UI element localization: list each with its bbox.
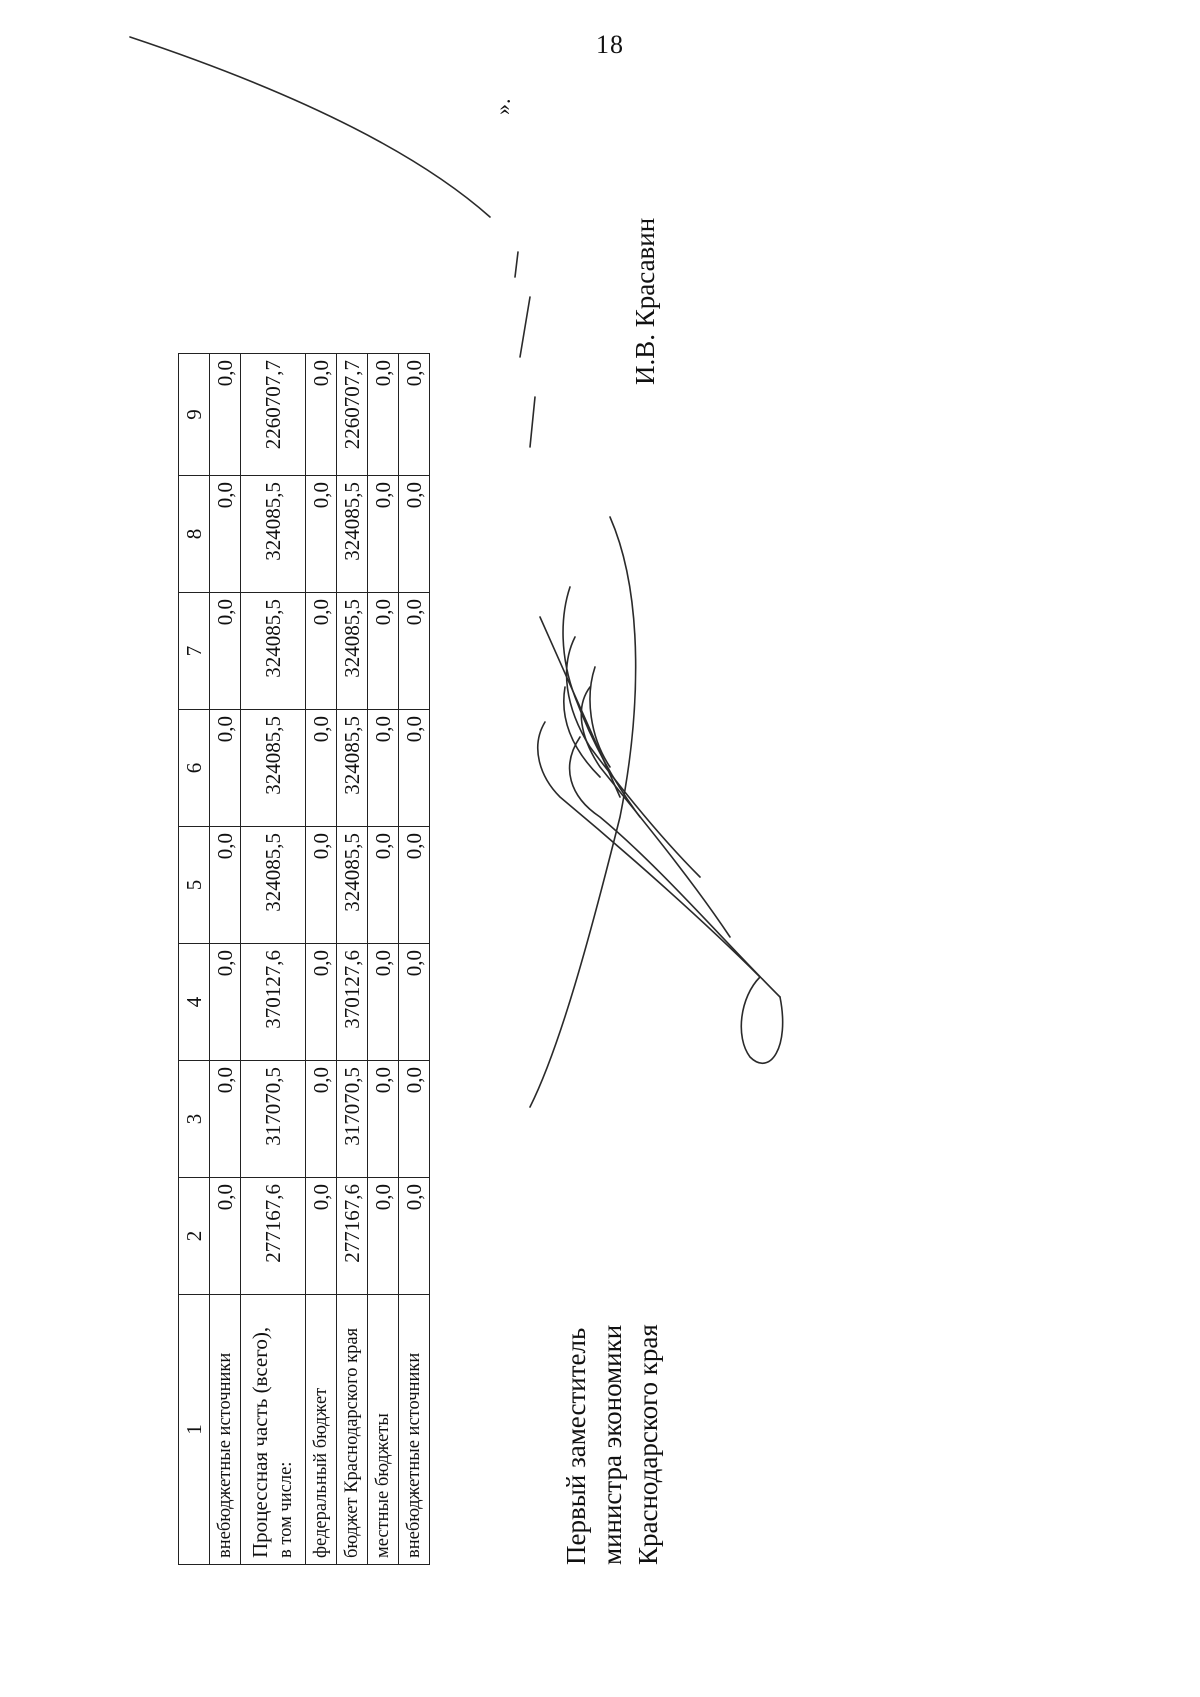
table-cell: 0,0 [306,1061,337,1178]
table-cell: 370127,6 [337,944,368,1061]
signatory-title-line: Первый заместитель [561,1327,591,1565]
table-cell: 324085,5 [241,827,306,944]
table-cell: 324085,5 [241,593,306,710]
table-cell: 0,0 [306,354,337,476]
table-cell: 0,0 [306,710,337,827]
table-cell: 0,0 [399,476,430,593]
table-cell: 324085,5 [337,827,368,944]
table-cell: 324085,5 [337,593,368,710]
column-header: 7 [179,593,210,710]
row-label: внебюджетные источники [399,1295,430,1565]
table-cell: 0,0 [368,593,399,710]
table-cell: 0,0 [399,944,430,1061]
table-cell: 0,0 [210,944,241,1061]
table-cell: 0,0 [368,827,399,944]
table-cell: 0,0 [399,1061,430,1178]
table-cell: 0,0 [399,827,430,944]
table-cell: 277167,6 [241,1178,306,1295]
table-cell: 0,0 [368,710,399,827]
table-cell: 0,0 [210,1178,241,1295]
table-cell: 0,0 [306,593,337,710]
table-cell: 317070,5 [241,1061,306,1178]
row-label-main: Процессная часть (всего), [248,1326,272,1558]
column-header: 5 [179,827,210,944]
table-cell: 0,0 [399,354,430,476]
table-cell: 0,0 [306,827,337,944]
row-label-sub: в том числе: [276,1461,296,1558]
column-header: 9 [179,354,210,476]
row-label: местные бюджеты [368,1295,399,1565]
table-cell: 317070,5 [337,1061,368,1178]
row-label: федеральный бюджет [306,1295,337,1565]
row-label: внебюджетные источники [210,1295,241,1565]
column-header: 3 [179,1061,210,1178]
table-cell: 324085,5 [337,476,368,593]
column-header: 6 [179,710,210,827]
closing-quote-mark: ». [490,98,515,115]
table-cell: 0,0 [399,1178,430,1295]
table-cell: 0,0 [306,1178,337,1295]
table-cell: 0,0 [306,476,337,593]
column-header: 4 [179,944,210,1061]
column-header: 2 [179,1178,210,1295]
table-cell: 2260707,7 [337,354,368,476]
table-cell: 0,0 [210,354,241,476]
table-cell: 324085,5 [241,476,306,593]
signatory-title-line: Краснодарского края [633,1324,663,1565]
table-cell: 0,0 [399,593,430,710]
table-cell: 370127,6 [241,944,306,1061]
column-header: 8 [179,476,210,593]
signatory-title-line: министра экономики [597,1324,627,1565]
table-cell: 0,0 [368,1061,399,1178]
table-cell: 0,0 [210,476,241,593]
table-cell: 0,0 [210,593,241,710]
table-cell: 277167,6 [337,1178,368,1295]
table-cell: 324085,5 [337,710,368,827]
table-cell: 0,0 [210,827,241,944]
table-cell: 0,0 [368,944,399,1061]
table-cell: 324085,5 [241,710,306,827]
table-cell: 0,0 [368,354,399,476]
table-cell: 0,0 [368,476,399,593]
page-number: 18 [596,30,624,59]
table-cell: 0,0 [306,944,337,1061]
column-header: 1 [179,1295,210,1565]
table-cell: 0,0 [210,1061,241,1178]
row-label: бюджет Краснодарского края [337,1295,368,1565]
table-cell: 2260707,7 [241,354,306,476]
table-cell: 0,0 [399,710,430,827]
table-cell: 0,0 [368,1178,399,1295]
signatory-name: И.В. Красавин [630,217,660,385]
table-cell: 0,0 [210,710,241,827]
